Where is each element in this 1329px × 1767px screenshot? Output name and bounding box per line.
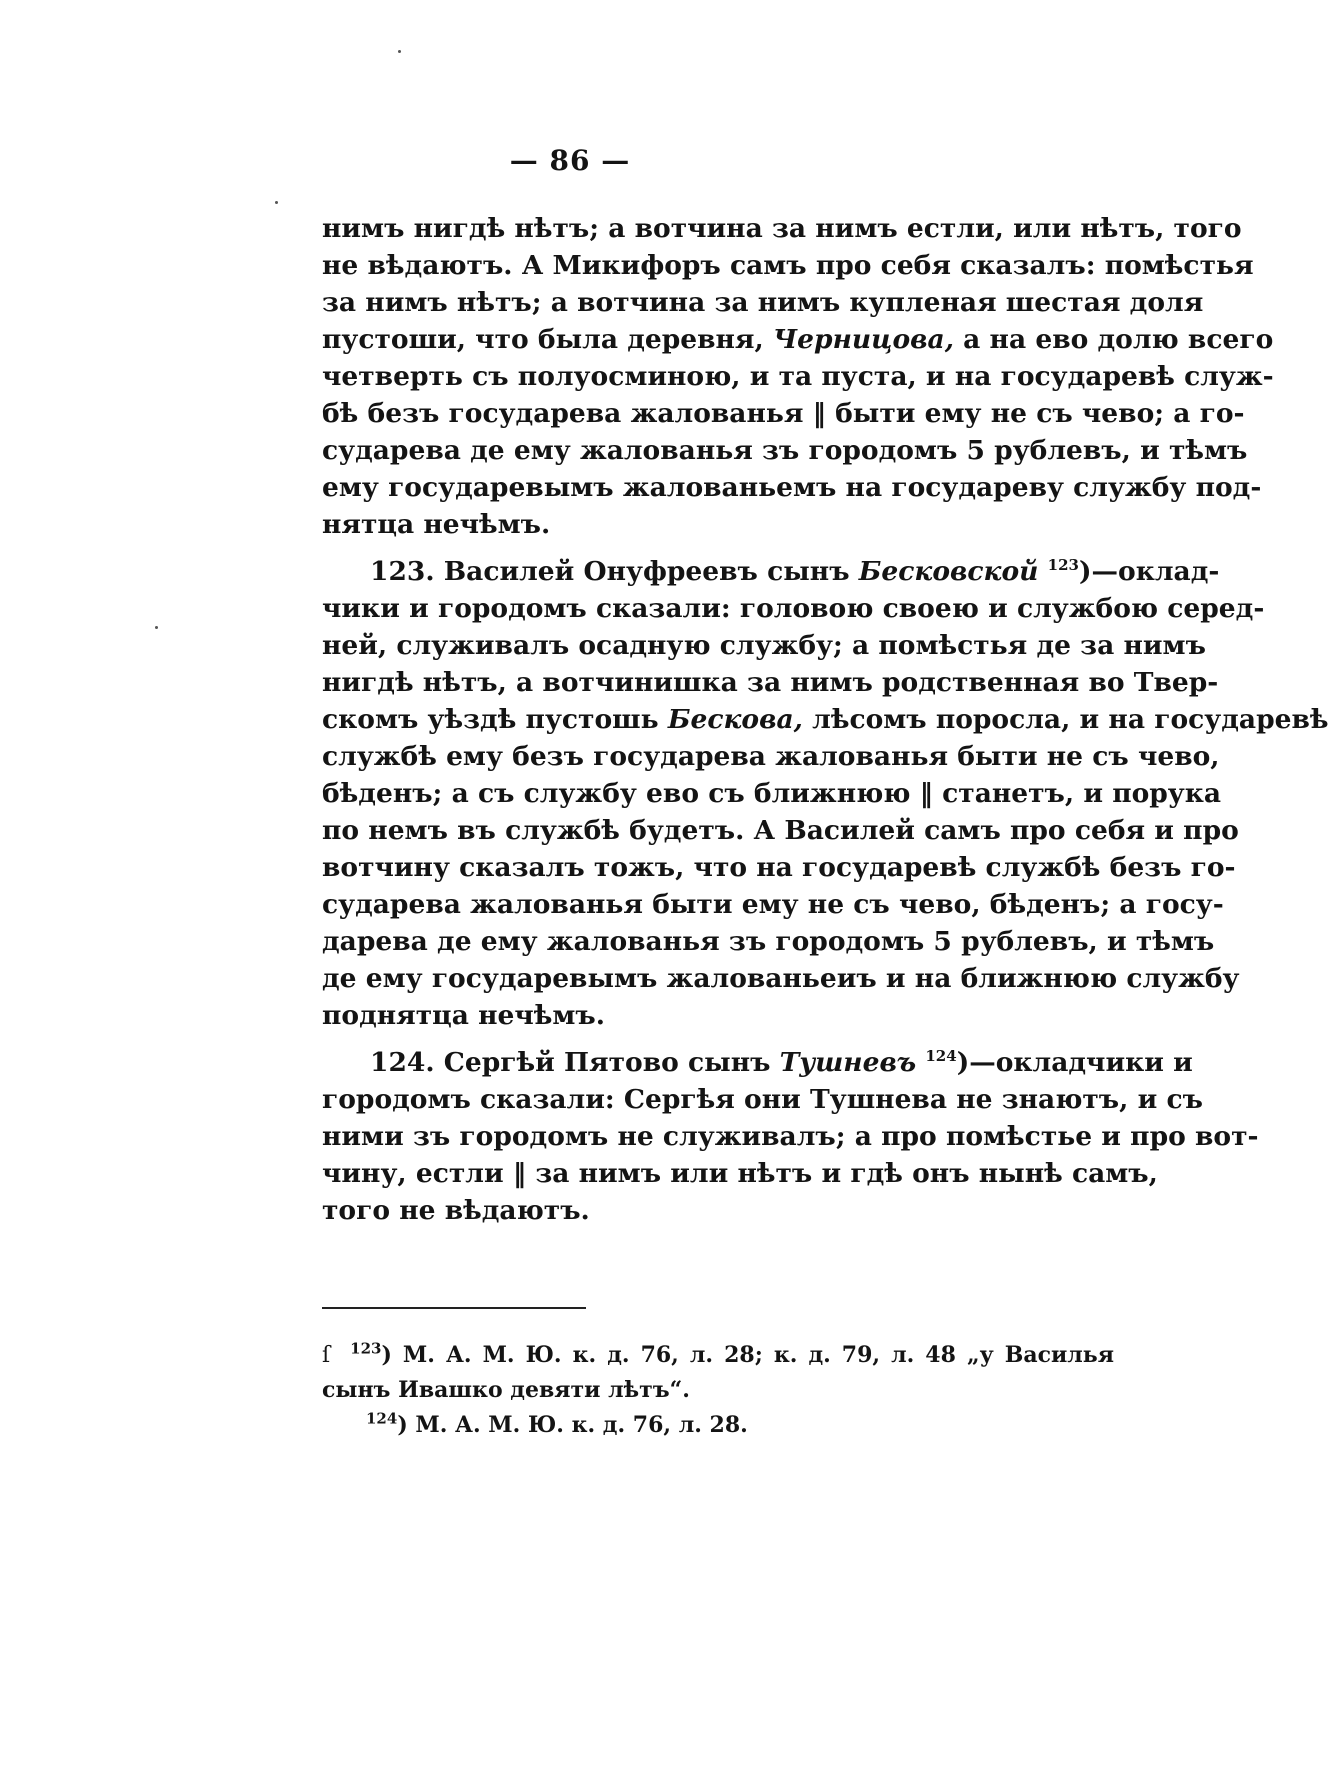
text-run: а на ево долю всего: [953, 324, 1274, 355]
text-run: )—оклад-: [1078, 556, 1220, 587]
margin-speck: [275, 201, 278, 204]
paragraph-heading: [322, 553, 1220, 590]
paragraph-123: [322, 553, 1329, 1034]
footnote-124: [322, 1408, 1114, 1443]
person-name: Бесковской: [858, 556, 1039, 587]
text-line: дарева де ему жалованья зъ городомъ 5 рублевъ, и тѣмъ: [322, 926, 1215, 957]
text-line: ему государевымъ жалованьемъ на государеву службу под-: [322, 472, 1262, 503]
text-line: ней, служивалъ осадную службу; а помѣстья де за нимъ: [322, 630, 1206, 661]
text-line: поднятца нечѣмъ.: [322, 1000, 605, 1031]
text-line: нигдѣ нѣтъ, а вотчинишка за нимъ родственная во Твер-: [322, 667, 1219, 698]
footnote-123-continued: сынъ Ивашко девяти лѣтъ“.: [322, 1377, 690, 1403]
text-line: бѣденъ; а съ службу ево съ ближнюю ‖ станетъ, и порука: [322, 778, 1222, 809]
text-line: [322, 701, 1329, 738]
text-line: ними зъ городомъ не служивалъ; а про помѣстье и про вот-: [322, 1121, 1259, 1152]
text-line: городомъ сказали: Сергѣя они Тушнева не знаютъ, и съ: [322, 1084, 1203, 1115]
footnote-text: ) М. А. М. Ю. к. д. 76, л. 28.: [397, 1412, 748, 1438]
text-line: де ему государевымъ жалованьеиъ и на ближнюю службу: [322, 963, 1240, 994]
text-line: того не вѣдаютъ.: [322, 1195, 590, 1226]
margin-speck: [155, 626, 158, 629]
footnote-divider: [322, 1307, 586, 1309]
page-number: — 86 —: [509, 144, 631, 177]
paragraph-124: [322, 1044, 1259, 1229]
person-name: Тушневъ: [779, 1047, 917, 1078]
text-line: вотчину сказалъ тожъ, что на государевѣ службѣ безъ го-: [322, 852, 1236, 883]
footnote-number: 123: [350, 1339, 382, 1358]
footnote-number: 124: [366, 1409, 398, 1428]
text-line: сударева жалованья быти ему не съ чево, бѣденъ; а госу-: [322, 889, 1224, 920]
text-line: бѣ безъ государева жалованья ‖ быти ему не съ чево; а го-: [322, 398, 1245, 429]
footnote-text: ) М. А. М. Ю. к. д. 76, л. 28; к. д. 79, л. 48 „у Василья: [381, 1342, 1114, 1368]
text-run: 124. Сергѣй Пятово сынъ: [370, 1047, 780, 1078]
text-line: не вѣдаютъ. А Микифоръ самъ про себя сказалъ: помѣстья: [322, 250, 1254, 281]
text-line: [322, 321, 1274, 358]
text-run: )—окладчики и: [956, 1047, 1193, 1078]
text-line: чики и городомъ сказали: головою своею и службою серед-: [322, 593, 1265, 624]
text-run: скомъ уѣздѣ пустошь: [322, 704, 659, 735]
footnote-marker: ſ: [322, 1343, 331, 1368]
text-line: за нимъ нѣтъ; а вотчина за нимъ купленая шестая доля: [322, 287, 1204, 318]
text-line: нимъ нигдѣ нѣтъ; а вотчина за нимъ естли, или нѣтъ, того: [322, 213, 1242, 244]
text-line: четверть съ полуосминою, и та пуста, и на государевѣ служ-: [322, 361, 1274, 392]
footnote-ref[interactable]: 124: [925, 1047, 957, 1066]
text-line: чину, естли ‖ за нимъ или нѣтъ и гдѣ онъ нынѣ самъ,: [322, 1158, 1158, 1189]
main-text: [322, 210, 1329, 1229]
margin-speck: [398, 50, 401, 53]
footnote-123: [322, 1338, 1114, 1373]
paragraph-heading: [322, 1044, 1193, 1081]
paragraph-continuation: [322, 210, 1274, 543]
footnote-ref[interactable]: 123: [1047, 556, 1079, 575]
text-line: службѣ ему безъ государева жалованья быти не съ чево,: [322, 741, 1220, 772]
text-run: лѣсомъ поросла, и на государевѣ: [802, 704, 1329, 735]
place-name: Черницова,: [772, 324, 954, 355]
text-line: нятца нечѣмъ.: [322, 509, 551, 540]
text-run: 123. Василей Онуфреевъ сынъ: [370, 556, 859, 587]
place-name: Бескова,: [667, 704, 803, 735]
footnotes: [322, 1338, 1114, 1443]
text-run: пустоши, что была деревня,: [322, 324, 764, 355]
text-line: сударева де ему жалованья зъ городомъ 5 рублевъ, и тѣмъ: [322, 435, 1248, 466]
text-line: по немъ въ службѣ будетъ. А Василей самъ про себя и про: [322, 815, 1239, 846]
